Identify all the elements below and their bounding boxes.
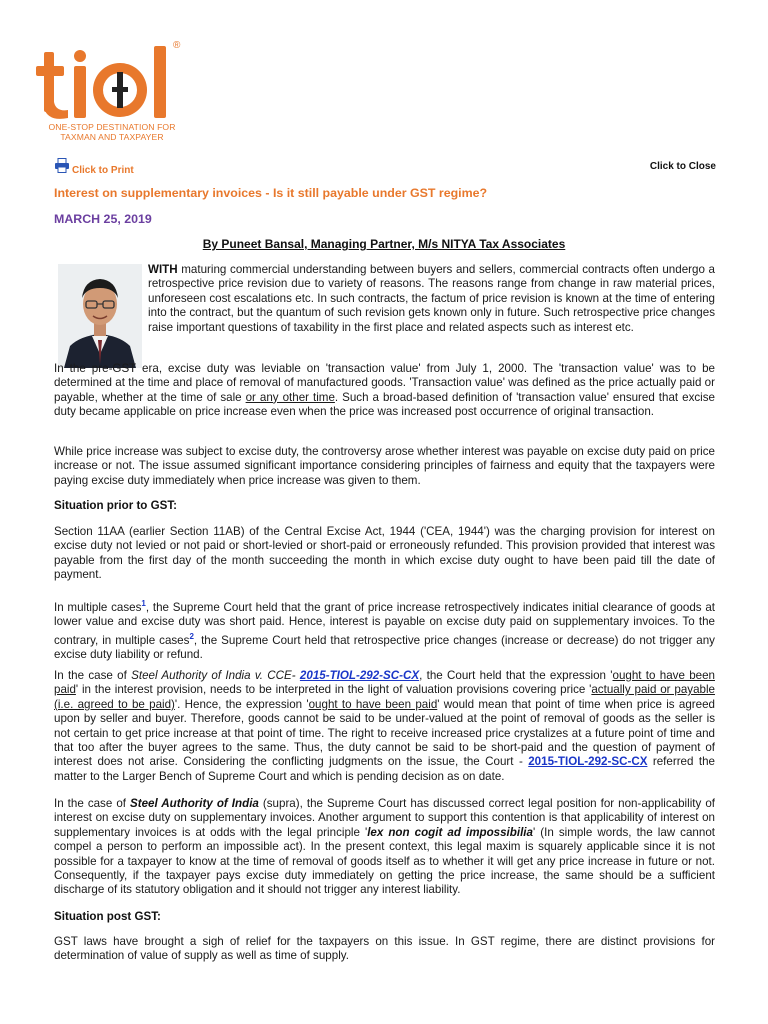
author-photo — [58, 264, 142, 368]
intro-text: maturing commercial understanding between buyers and sellers, commercial contracts often undergo a retrospective price revision due to variety of reasons. The reasons range from change in raw material prices, unforeseen cost escalations etc. In such contracts, the factum of price revision is known at the time of entering into the contract, but the quantum of such revision gets known only in future. Such retrospective price changes raise important questions of taxability in the first place and related aspects such as interest etc. — [148, 263, 715, 334]
paragraph-section-11aa: Section 11AA (earlier Section 11AB) of the Central Excise Act, 1944 ('CEA, 1944') was the charging provision for interest on excise duty not levied or not paid or short-levied or short-paid or erroneously refunded. This provision provided that interest was payable from the first day of the month succeeding the month in which excise duty ought to have been paid till the date of payment. — [54, 525, 715, 582]
legal-maxim: lex non cogit ad impossibilia — [367, 825, 533, 839]
tiol-logo-mark — [36, 42, 186, 122]
paragraph-sail-case: In the case of Steel Authority of India v. CCE- 2015-TIOL-292-SC-CX, the Court held that the expression 'ought to have been paid' in the interest provision, needs to be interpreted in the light of valuation provisions covering price 'actually paid or payable (i.e. agreed to be paid)'. Hence, the expression 'ought to have been paid' would mean that point of time when price is agreed upon by seller and buyer. Therefore, goods cannot be said to be under-valued at the point of removal of goods as the seller is not certain to get price increase at that point of time. The right to receive increased price crystalizes at a future point of time and that too after the buyer agrees to the same. Thus, the duty cannot be said to be short-paid and the question of payment of interest does not arise. Considering the conflicting judgments on the issue, the Court - 2015-TIOL-292-SC-CX referred the matter to the Larger Bench of Supreme Court and which is pending decision as on date. — [54, 669, 715, 783]
paragraph-controversy: While price increase was subject to excise duty, the controversy arose whether interest was payable on excise duty paid on price increase or not. The issue assumed significant importance considering principles of fairness and equity that the taxpayers were paying excise duty immediately when price increase was given to them. — [54, 445, 715, 487]
case-name: Steel Authority of India v. CCE- — [131, 669, 296, 682]
heading-prior-gst: Situation prior to GST: — [54, 499, 178, 512]
footnote-2-link[interactable]: 2 — [189, 631, 194, 641]
close-link[interactable]: Click to Close — [649, 161, 716, 172]
registered-mark: ® — [173, 40, 181, 51]
footnote-1-link[interactable]: 1 — [141, 599, 146, 608]
heading-post-gst: Situation post GST: — [54, 910, 161, 923]
article-title: Interest on supplementary invoices - Is it still payable under GST regime? — [54, 186, 488, 200]
paragraph-pre-gst: In the pre-GST era, excise duty was leviable on 'transaction value' from July 1, 2000. The 'transaction value' was to be determined at the time and place of removal of manufactured goods. 'Transaction value' was defined as the price actually paid or payable, whether at the time of sale or any other time. Such a broad-based definition of 'transaction value' ensured that excise duty became applicable on price increase even when the price was increased post occurrence of original transaction. — [54, 362, 715, 419]
logo-tagline-1: ONE-STOP DESTINATION FOR — [48, 122, 176, 132]
paragraph-multiple-cases: In multiple cases$^1$, the Supreme Court held that the grant of price increase retrospectively indicates initial clearance of goods at lower value and excise duty was short paid. Hence, interest is payable on excise duty paid on supplementary invoices. To the contrary, in multiple cases$^2$, the Supreme Court held that retrospective price changes (increase or decrease) do not trigger any excise duty liability or refund. — [54, 599, 715, 661]
logo-tagline-2: TAXMAN AND TAXPAYER — [60, 132, 164, 142]
article-byline: By Puneet Bansal, Managing Partner, M/s NITYA Tax Associates — [202, 237, 566, 251]
case-name-supra: Steel Authority of India — [130, 797, 259, 810]
intro-lead-word: WITH — [148, 263, 178, 276]
paragraph-intro — [148, 263, 715, 335]
paragraph-gst-laws: GST laws have brought a sigh of relief for the taxpayers on this issue. In GST regime, there are distinct provisions for determination of value of supply as well as time of supply. — [54, 935, 715, 963]
case-citation-link-2[interactable]: 2015-TIOL-292-SC-CX — [528, 755, 648, 769]
underlined-phrase: or any other time — [245, 390, 335, 404]
case-citation-link-1[interactable]: 2015-TIOL-292-SC-CX — [299, 669, 420, 682]
printer-icon — [54, 158, 70, 176]
print-link[interactable] — [54, 158, 134, 176]
print-label: Click to Print — [72, 165, 134, 176]
article-date: MARCH 25, 2019 — [54, 212, 152, 226]
paragraph-legal-maxim: In the case of Steel Authority of India (supra), the Supreme Court has discussed correct legal position for non-applicability of interest on excise duty on supplementary invoices. Another argument to support this contention is that applicability of interest on supplementary invoices is at odds with the legal principle 'lex non cogit ad impossibilia' (In simple words, the law cannot compel a person to perform an impossible act). In the present context, this legal maxim is squarely applicable since it is not possible for a taxpayer to know at the time of removal of goods itself as to whether it will get any price increase in future or not. Consequently, if the taxpayer pays excise duty immediately on getting the price increase, the same should be a sufficient discharge of its statutory obligation and it should not trigger any interest liability. — [54, 797, 715, 897]
tiol-logo[interactable] — [36, 42, 186, 142]
